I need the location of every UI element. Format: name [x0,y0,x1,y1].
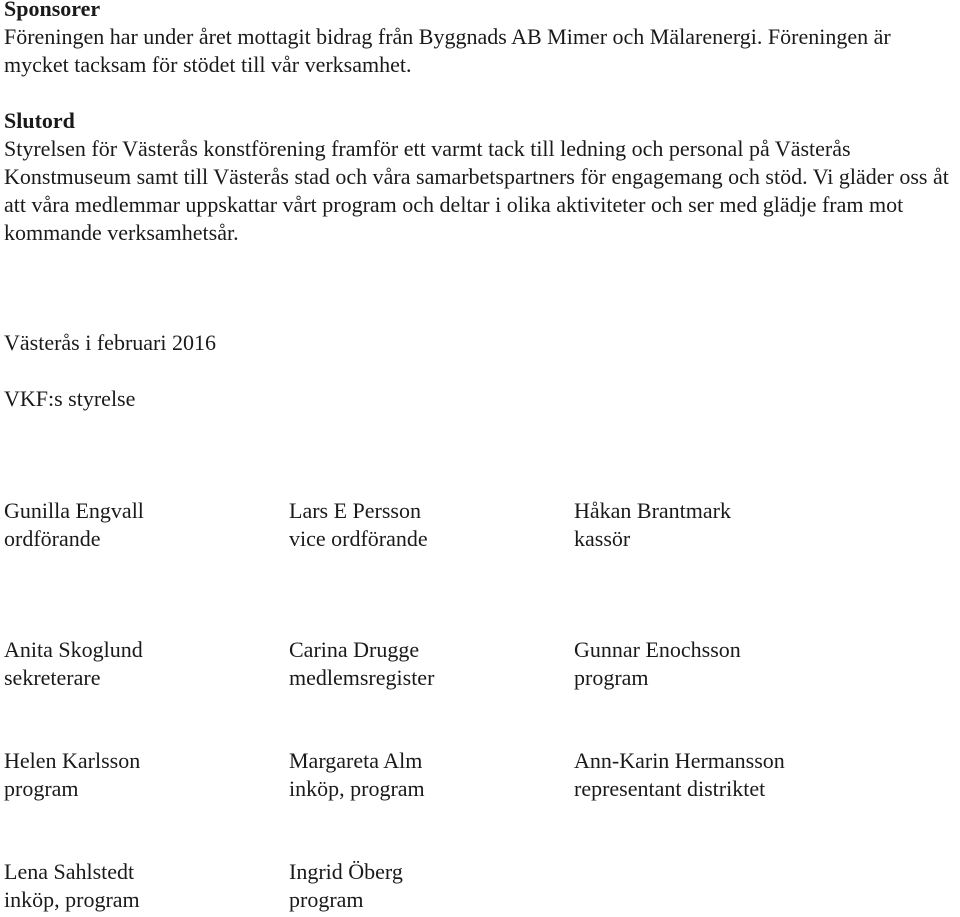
document-page [4,0,956,914]
member-role: program [574,665,649,690]
sponsorer-paragraph: Föreningen har under året mottagit bidrag från Byggnads AB Mimer och Mälarenergi. Föreningen är mycket tacksam för stödet till vår verksamhet. [4,24,891,77]
board-member [4,636,289,692]
member-name: Gunnar Enochsson [574,637,741,662]
member-role: representant distriktet [574,776,766,801]
board-member [289,497,574,553]
member-name: Ann-Karin Hermansson [574,748,785,773]
slutord-heading: Slutord [4,108,75,133]
member-role: medlemsregister [289,665,435,690]
member-role: vice ordförande [289,526,428,551]
member-name: Gunilla Engvall [4,498,144,523]
board-member [289,636,574,692]
member-name: Håkan Brantmark [574,498,731,523]
member-role: ordförande [4,526,101,551]
member-role: program [289,887,364,912]
board-row [4,497,956,553]
slutord-paragraph: Styrelsen för Västerås konstförening framför ett varmt tack till ledning och personal på Västerås Konstmuseum samt till Västerås stad och våra samarbetspartners för engagemang och stöd. Vi gläder oss åt att våra medlemmar uppskattar vårt program och deltar i olika aktiviteter och ser med glädje fram mot kommande verksamhetsår. [4,136,949,245]
member-name: Margareta Alm [289,748,423,773]
member-name: Carina Drugge [289,637,420,662]
board-member [574,636,956,692]
board-member [289,747,574,803]
slutord-section [4,107,956,247]
member-name: Anita Skoglund [4,637,143,662]
board-member [574,497,956,553]
member-role: inköp, program [4,887,140,912]
member-role: inköp, program [289,776,425,801]
member-name: Lars E Persson [289,498,421,523]
board-row [4,747,956,803]
board-member [289,858,574,914]
board-member [4,497,289,553]
member-role: program [4,776,79,801]
place-date-line: Västerås i februari 2016 [4,330,216,355]
board-member [4,858,289,914]
board-row [4,858,956,914]
member-name: Helen Karlsson [4,748,141,773]
board-row [4,636,956,692]
sponsorer-section [4,0,956,79]
signature-line: VKF:s styrelse [4,386,136,411]
member-name: Ingrid Öberg [289,859,403,884]
board-member [4,747,289,803]
member-role: sekreterare [4,665,101,690]
sponsorer-heading: Sponsorer [4,0,101,21]
board-member [574,747,956,803]
member-name: Lena Sahlstedt [4,859,135,884]
member-role: kassör [574,526,631,551]
